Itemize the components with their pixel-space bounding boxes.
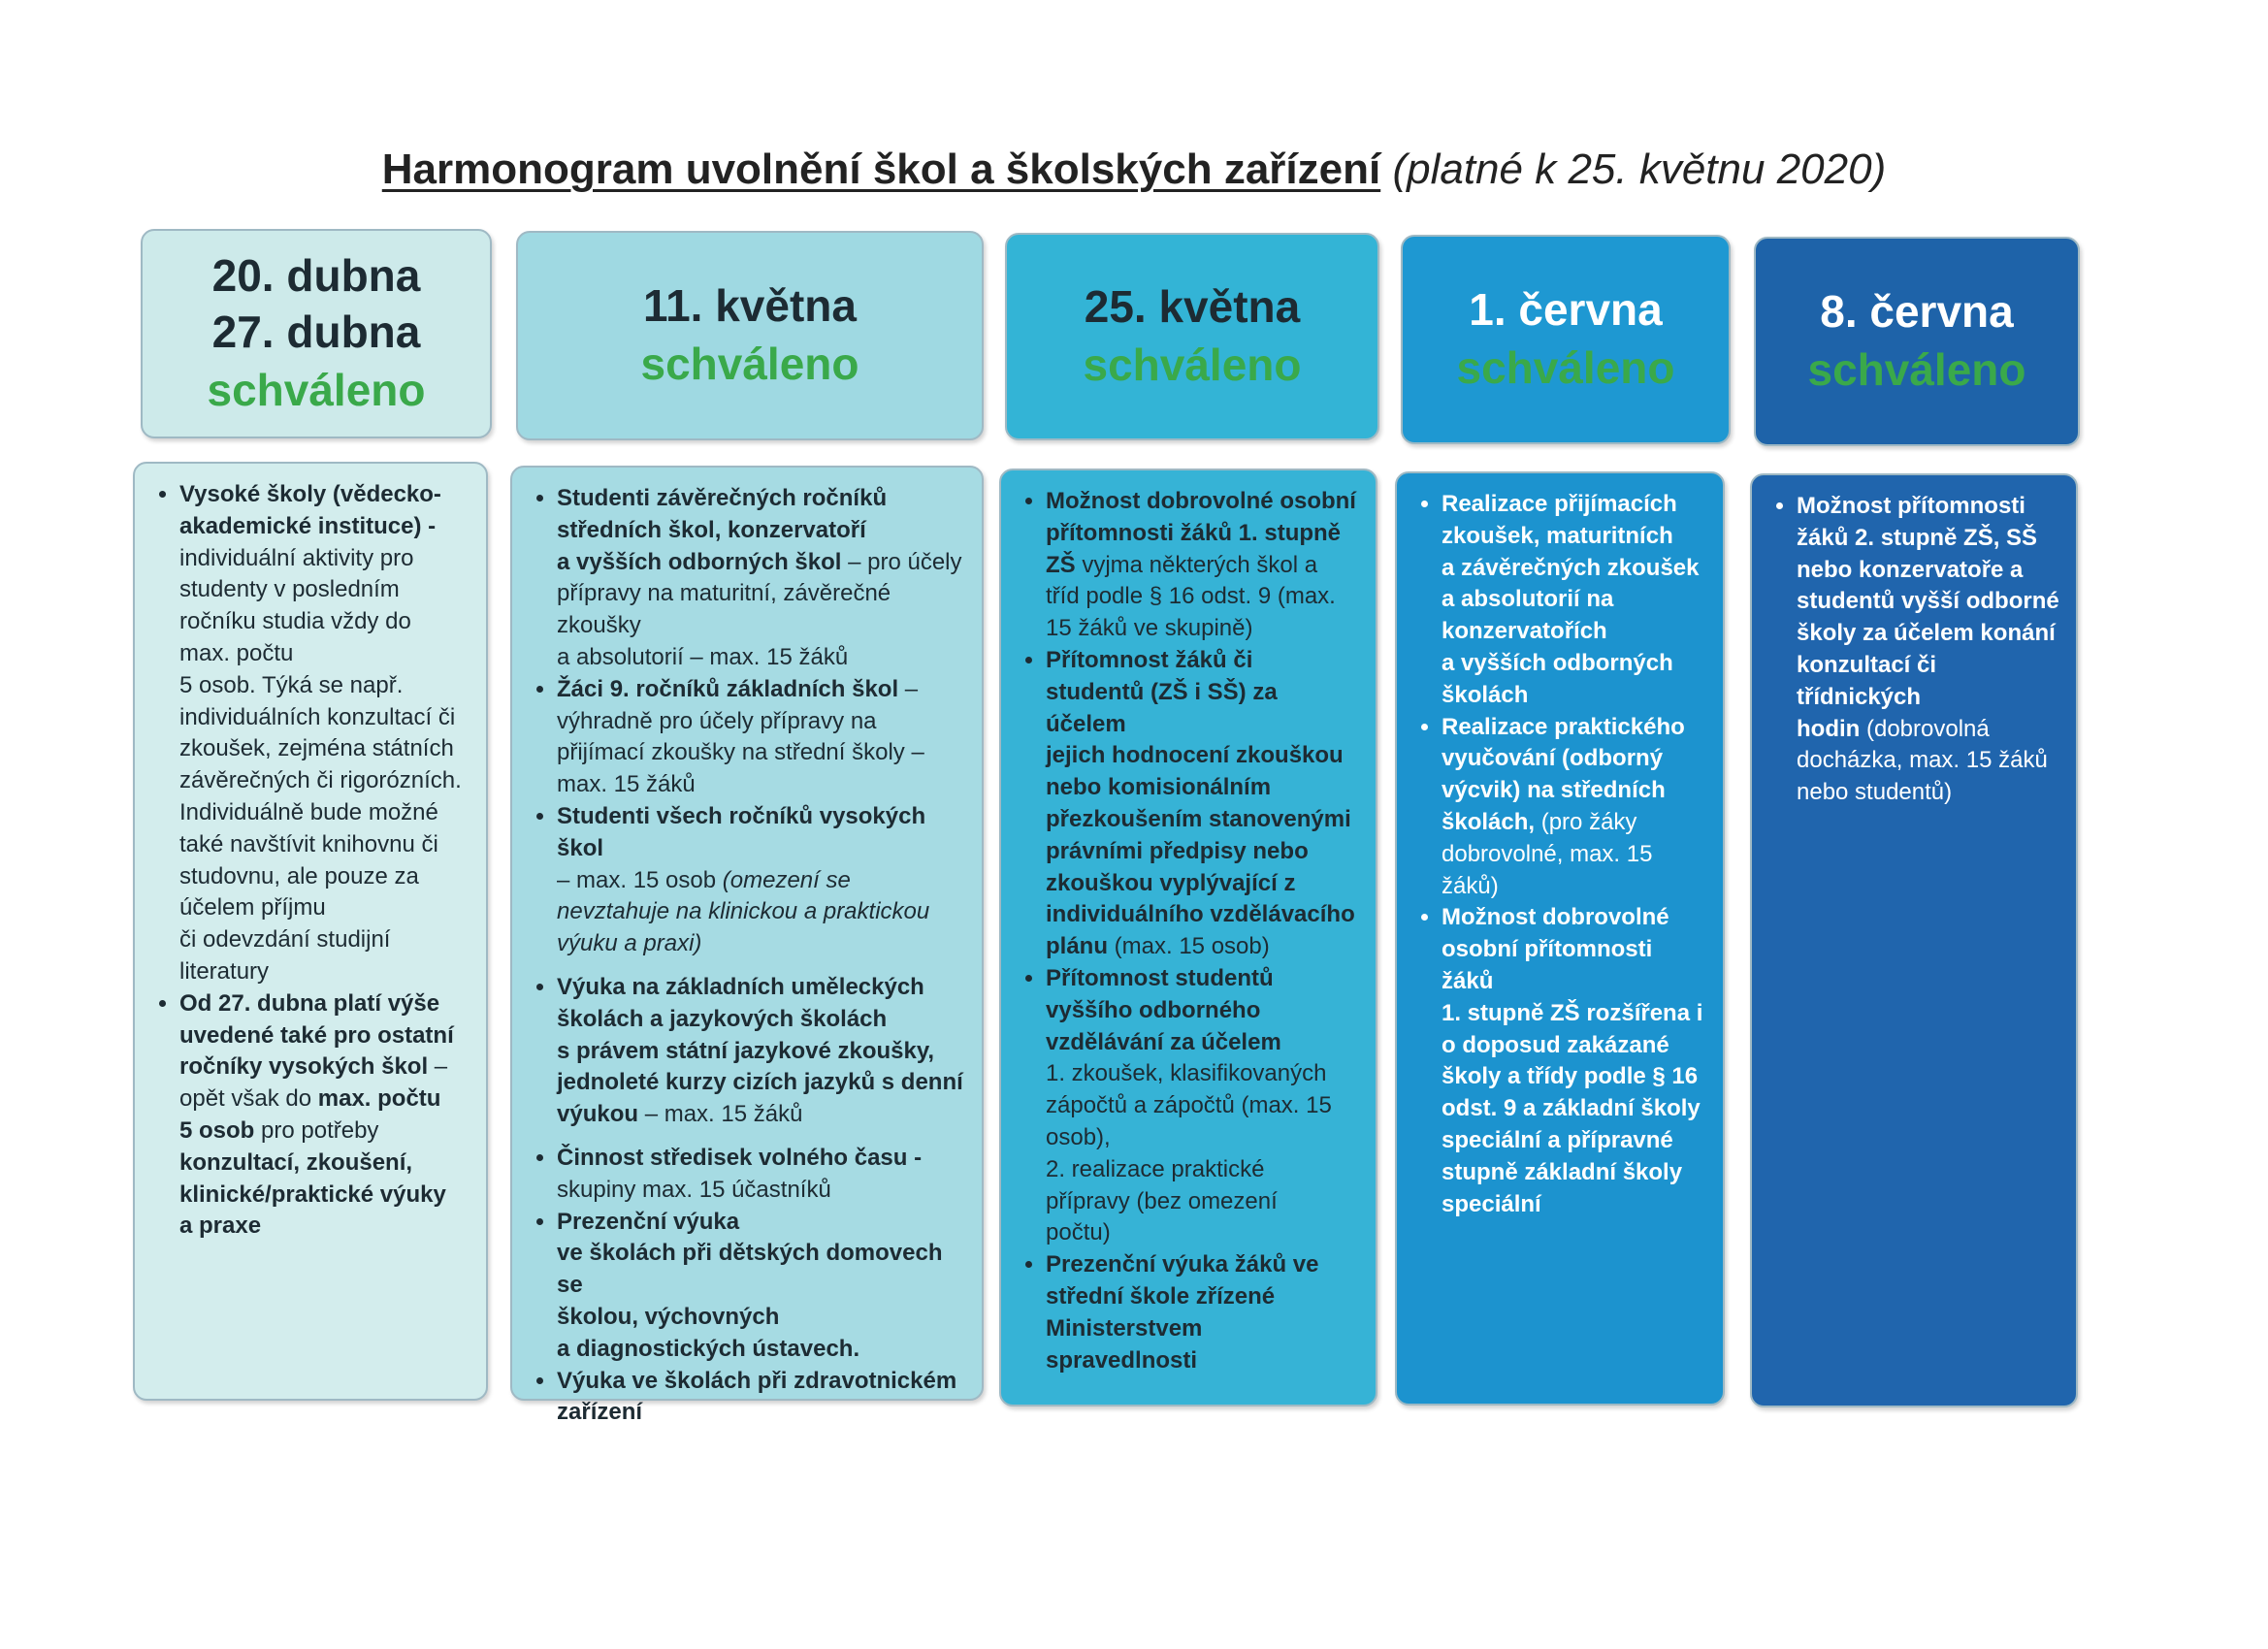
text-run: (max. 15 osob) — [1108, 933, 1270, 960]
bullet-item — [557, 1207, 966, 1366]
bullet-item — [179, 479, 470, 988]
text-run: zkoušky — [557, 612, 641, 639]
text-run: spravedlnosti — [1046, 1346, 1198, 1374]
bullet-item — [1442, 712, 1707, 903]
text-run: Ministerstvem — [1046, 1314, 1203, 1342]
text-run: literatury — [179, 957, 270, 985]
text-run: středních škol, konzervatoří — [557, 516, 866, 543]
text-run: speciální a přípravné — [1442, 1126, 1673, 1153]
text-line — [557, 1397, 966, 1429]
text-run: ročníku studia vždy do — [179, 608, 411, 635]
text-line — [179, 829, 470, 861]
text-line — [557, 610, 966, 642]
text-line — [1442, 680, 1707, 712]
text-line — [1442, 775, 1707, 807]
text-run: konzervatořích — [1442, 618, 1607, 645]
text-run: speciální — [1442, 1190, 1541, 1217]
text-line — [1797, 618, 2060, 650]
column-3-body — [999, 469, 1377, 1406]
text-line — [557, 1207, 966, 1239]
bullet-item — [179, 988, 470, 1243]
text-line — [179, 543, 470, 575]
text-line — [1442, 489, 1707, 521]
column-1-body — [133, 462, 488, 1401]
bullet-item — [557, 483, 966, 674]
text-line — [557, 578, 966, 610]
bullet-list — [1024, 486, 1360, 1376]
text-line — [557, 801, 966, 865]
text-run: – — [428, 1053, 448, 1081]
text-line — [1797, 586, 2060, 618]
text-run: ročníky vysokých škol — [179, 1053, 429, 1081]
text-run: zápočtů a zápočtů (max. 15 — [1046, 1092, 1332, 1119]
bullet-list — [1775, 491, 2060, 809]
text-run: střední škole zřízené — [1046, 1282, 1276, 1310]
text-line — [1046, 486, 1360, 518]
text-line — [1046, 581, 1360, 613]
text-run: hodin — [1797, 715, 1861, 742]
text-run: a absolutorií na — [1442, 586, 1614, 613]
text-run: účelem příjmu — [179, 894, 326, 922]
text-line — [1797, 523, 2060, 555]
text-line — [1442, 998, 1707, 1030]
text-run: a praxe — [179, 1212, 262, 1240]
text-line — [179, 670, 470, 702]
text-run: Možnost dobrovolné osobní — [1046, 488, 1356, 514]
text-run: uvedené také pro ostatní — [179, 1021, 454, 1049]
text-run: 2. realizace praktické — [1046, 1155, 1265, 1182]
text-run: Přítomnost žáků či — [1046, 646, 1253, 673]
column-4-body — [1395, 471, 1725, 1406]
text-run: žáků) — [1442, 872, 1499, 899]
text-run: a absolutorií – max. 15 žáků — [557, 643, 849, 670]
text-run: školách a jazykových školách — [557, 1005, 888, 1032]
text-line — [179, 1020, 470, 1052]
text-line — [1442, 743, 1707, 775]
text-run: školy za účelem konání — [1797, 620, 2056, 647]
text-run: opět však do — [179, 1085, 318, 1113]
text-line — [1797, 555, 2060, 587]
text-line — [179, 956, 470, 988]
column-5-body — [1750, 473, 2078, 1407]
text-run: Možnost přítomnosti — [1797, 493, 2025, 519]
text-run: max. 15 žáků — [557, 771, 696, 798]
title-subtitle: (platné k 25. květnu 2020) — [1392, 146, 1887, 193]
text-line — [179, 1148, 470, 1180]
text-line — [1046, 1090, 1360, 1122]
text-line — [1442, 1189, 1707, 1221]
column-2-body — [510, 466, 984, 1426]
text-run: nebo studentů) — [1797, 779, 1953, 806]
text-run: osobní přítomnosti žáků — [1442, 936, 1653, 994]
text-line — [557, 769, 966, 801]
text-line — [557, 515, 966, 547]
column-3-header — [1005, 233, 1379, 440]
bullet-item — [1442, 489, 1707, 712]
bullet-item — [557, 1366, 966, 1430]
text-line — [557, 928, 966, 960]
text-run: či odevzdání studijní — [179, 926, 391, 954]
text-run: Studenti všech ročníků vysokých škol — [557, 802, 926, 861]
text-run: studentů (ZŠ i SŠ) za účelem — [1046, 678, 1278, 737]
text-run: a závěrečných zkoušek — [1442, 554, 1700, 581]
text-line — [1046, 1186, 1360, 1218]
text-line — [1046, 1281, 1360, 1313]
text-run: zkoušek, maturitních — [1442, 522, 1673, 549]
text-line — [1046, 1154, 1360, 1186]
text-line — [557, 1366, 966, 1398]
text-line — [1442, 521, 1707, 553]
text-line — [1046, 836, 1360, 868]
text-line — [1442, 616, 1707, 648]
text-line — [179, 861, 470, 893]
text-run: Individuálně bude možné — [179, 798, 438, 825]
text-run: max. počtu — [317, 1085, 441, 1113]
text-run: 1. stupně ZŠ rozšířena i — [1442, 999, 1703, 1026]
bullet-item — [1046, 486, 1360, 645]
column-4-date: 1. června — [1469, 284, 1663, 335]
text-line — [1442, 712, 1707, 744]
text-run: vzdělávání za účelem — [1046, 1028, 1281, 1055]
text-line — [1046, 1249, 1360, 1281]
text-line — [1046, 804, 1360, 836]
text-run: klinické/praktické výuky — [179, 1180, 446, 1208]
column-4-header — [1401, 235, 1731, 444]
text-run: a vyšších odborných škol — [557, 548, 842, 575]
text-run: – — [898, 675, 919, 702]
text-line — [179, 733, 470, 765]
text-run: závěrečných či rigorózních. — [179, 767, 462, 794]
text-line — [1797, 714, 2060, 746]
text-run: nebo komisionálním — [1046, 774, 1272, 801]
text-line — [1046, 1313, 1360, 1345]
text-line — [1046, 645, 1360, 677]
text-run: skupiny max. 15 účastníků — [557, 1176, 831, 1203]
column-2-date: 11. května — [643, 280, 857, 331]
text-line — [1046, 1058, 1360, 1090]
text-line — [1442, 807, 1707, 839]
text-line — [557, 737, 966, 769]
text-run: individuální aktivity pro — [179, 544, 414, 571]
bullet-item — [1046, 963, 1360, 1249]
text-run: školách, — [1442, 808, 1536, 835]
text-line — [557, 896, 966, 928]
text-run: 1. zkoušek, klasifikovaných — [1046, 1060, 1327, 1087]
text-line — [179, 797, 470, 829]
text-line — [1046, 613, 1360, 645]
text-line — [179, 1051, 470, 1083]
document-title — [0, 146, 2268, 194]
text-line — [557, 674, 966, 706]
text-line — [1046, 740, 1360, 772]
text-line — [557, 1302, 966, 1334]
text-run: vyjma některých škol a — [1075, 551, 1318, 578]
text-run: a vyšších odborných — [1442, 649, 1673, 676]
text-run: Vysoké školy (vědecko- — [179, 481, 441, 507]
text-run: nebo konzervatoře a — [1797, 556, 2024, 583]
column-2-status: schváleno — [640, 339, 859, 389]
text-line — [1442, 648, 1707, 680]
text-run: s právem státní jazykové zkoušky, — [557, 1037, 935, 1064]
bullet-item — [1442, 902, 1707, 1220]
text-run: individuálního vzdělávacího — [1046, 901, 1355, 928]
text-run: Prezenční výuka žáků ve — [1046, 1251, 1319, 1278]
text-run: Přítomnost studentů — [1046, 964, 1274, 991]
text-run: Činnost středisek volného času - — [557, 1144, 923, 1171]
text-line — [1046, 518, 1360, 550]
text-line — [1442, 1125, 1707, 1157]
text-run: Výuka na základních uměleckých — [557, 973, 924, 1000]
column-1-date-1: 20. dubna — [211, 250, 421, 301]
text-line — [179, 892, 470, 924]
text-line — [557, 483, 966, 515]
text-run: výuku a praxi) — [557, 930, 702, 957]
text-line — [557, 1143, 966, 1175]
text-line — [179, 702, 470, 734]
text-line — [1442, 1157, 1707, 1189]
text-run: jednoleté kurzy cizích jazyků s denní — [557, 1069, 963, 1096]
text-run: konzultací či třídnických — [1797, 651, 1937, 710]
text-line — [179, 511, 470, 543]
text-run: přípravy (bez omezení — [1046, 1187, 1278, 1214]
column-3-date: 25. května — [1084, 281, 1301, 332]
text-line — [1797, 777, 2060, 809]
text-run: konzultací, zkoušení, — [179, 1148, 413, 1176]
bullet-item — [557, 801, 966, 960]
column-4-status: schváleno — [1456, 342, 1675, 393]
text-line — [1442, 902, 1707, 934]
text-run: 5 osob — [179, 1116, 255, 1144]
text-line — [557, 1036, 966, 1068]
text-run: plánu — [1046, 933, 1108, 960]
text-run: přezkoušením stanovenými — [1046, 805, 1351, 832]
text-run: ZŠ — [1046, 551, 1076, 578]
text-line — [179, 765, 470, 797]
text-run: přípravy na maturitní, závěrečné — [557, 580, 891, 607]
text-run: také navštívit knihovnu či — [179, 830, 438, 857]
text-run: přítomnosti žáků 1. stupně — [1046, 519, 1342, 546]
text-run: právními předpisy nebo — [1046, 837, 1309, 864]
text-line — [1046, 1027, 1360, 1059]
text-run: nevztahuje na klinickou a praktickou — [557, 898, 930, 925]
column-5-date: 8. června — [1820, 286, 2014, 337]
bullet-item — [557, 1143, 966, 1207]
text-line — [1046, 995, 1360, 1027]
bullet-item — [1797, 491, 2060, 809]
text-run: školou, výchovných — [557, 1303, 780, 1330]
text-run: Od 27. dubna platí výše — [179, 989, 440, 1017]
text-line — [1046, 931, 1360, 963]
text-run: stupně základní školy — [1442, 1158, 1683, 1185]
text-line — [1046, 550, 1360, 582]
text-run: odst. 9 a základní školy — [1442, 1095, 1701, 1122]
text-run: jejich hodnocení zkouškou — [1046, 742, 1344, 769]
text-line — [179, 638, 470, 670]
title-main: Harmonogram uvolnění škol a školských zařízení — [381, 146, 1381, 193]
text-run: osob), — [1046, 1123, 1111, 1150]
text-run: – pro účely — [841, 548, 962, 575]
text-line — [1046, 772, 1360, 804]
text-line — [179, 1180, 470, 1212]
text-run: o doposud zakázané — [1442, 1031, 1669, 1058]
text-run: zkoušek, zejména státních — [179, 735, 454, 762]
text-run: ve školách při dětských domovech se — [557, 1240, 943, 1299]
bullet-item — [557, 972, 966, 1131]
text-run: vyučování (odborný — [1442, 745, 1664, 772]
column-2-header — [516, 231, 984, 440]
text-run: Výuka ve školách při zdravotnickém — [557, 1367, 957, 1394]
text-run: 15 žáků ve skupině) — [1046, 615, 1253, 642]
text-run: Žáci 9. ročníků základních škol — [557, 675, 899, 702]
text-line — [179, 924, 470, 956]
text-line — [557, 1004, 966, 1036]
text-line — [1046, 899, 1360, 931]
text-run: vyššího odborného — [1046, 996, 1261, 1023]
column-1-header — [141, 229, 492, 438]
text-line — [1442, 1093, 1707, 1125]
text-line — [557, 865, 966, 897]
text-run: – max. 15 žáků — [638, 1101, 803, 1128]
text-line — [179, 574, 470, 606]
text-run: zkouškou vyplývající z — [1046, 869, 1296, 896]
text-run: počtu) — [1046, 1219, 1111, 1246]
text-run: individuálních konzultací či — [179, 703, 456, 730]
bullet-list — [158, 479, 470, 1243]
text-run: tříd podle § 16 odst. 9 (max. — [1046, 583, 1336, 610]
text-line — [557, 1067, 966, 1099]
text-line — [1046, 868, 1360, 900]
text-line — [557, 642, 966, 674]
column-1-date-2: 27. dubna — [211, 307, 421, 357]
text-line — [1442, 1030, 1707, 1062]
text-run: (omezení se — [722, 866, 851, 893]
text-run: pro potřeby — [254, 1116, 379, 1144]
text-run: Prezenční výuka — [557, 1208, 740, 1235]
text-line — [557, 1099, 966, 1131]
bullet-item — [1046, 645, 1360, 963]
text-run: – max. 15 osob — [557, 866, 723, 893]
bullet-list — [535, 483, 966, 1429]
text-line — [1442, 584, 1707, 616]
text-run: Realizace přijímacích — [1442, 491, 1677, 517]
text-run: přijímací zkoušky na střední školy – — [557, 739, 924, 766]
text-line — [557, 972, 966, 1004]
text-line — [179, 1116, 470, 1148]
text-run: studenty v posledním — [179, 576, 400, 603]
text-line — [1046, 1345, 1360, 1377]
text-run: školách — [1442, 681, 1529, 708]
text-line — [1046, 677, 1360, 741]
text-run: Studenti závěrečných ročníků — [557, 485, 888, 511]
text-run: výcvik) na středních — [1442, 777, 1666, 804]
text-run: (dobrovolná — [1860, 715, 1990, 742]
text-line — [1046, 963, 1360, 995]
text-run: (pro žáky — [1535, 808, 1637, 835]
text-line — [1797, 650, 2060, 714]
text-line — [1442, 934, 1707, 998]
bullet-item — [1046, 1249, 1360, 1376]
text-run: Realizace praktického — [1442, 713, 1685, 740]
text-line — [179, 1211, 470, 1243]
text-line — [557, 1175, 966, 1207]
bullet-item — [557, 674, 966, 801]
text-run: dobrovolné, max. 15 — [1442, 840, 1653, 867]
text-run: studovnu, ale pouze za — [179, 862, 419, 889]
text-line — [1442, 553, 1707, 585]
text-line — [179, 1083, 470, 1116]
column-5-status: schváleno — [1807, 344, 2026, 395]
text-line — [179, 988, 470, 1020]
text-run: max. počtu — [179, 639, 294, 666]
text-run: výukou — [557, 1101, 639, 1128]
text-run: výhradně pro účely přípravy na — [557, 707, 877, 734]
text-run: zařízení — [557, 1399, 643, 1426]
text-line — [1442, 839, 1707, 871]
column-5-header — [1754, 237, 2080, 446]
text-line — [557, 706, 966, 738]
text-run: 5 osob. Týká se např. — [179, 671, 404, 698]
text-run: žáků 2. stupně ZŠ, SŠ — [1797, 524, 2038, 551]
text-run: Možnost dobrovolné — [1442, 904, 1669, 931]
bullet-list — [1420, 489, 1707, 1220]
text-run: a diagnostických ústavech. — [557, 1335, 860, 1362]
text-run: studentů vyšší odborné — [1797, 588, 2059, 615]
text-line — [1797, 491, 2060, 523]
text-line — [179, 479, 470, 511]
text-line — [1797, 745, 2060, 777]
text-run: docházka, max. 15 žáků — [1797, 747, 2048, 774]
column-3-status: schváleno — [1083, 340, 1302, 390]
text-line — [557, 547, 966, 579]
text-run: školy a třídy podle § 16 — [1442, 1063, 1699, 1090]
text-line — [1442, 871, 1707, 903]
text-line — [1046, 1217, 1360, 1249]
text-line — [179, 606, 470, 638]
column-1-status: schváleno — [207, 365, 426, 415]
text-line — [557, 1238, 966, 1302]
text-run: akademické instituce) - — [179, 512, 437, 539]
text-line — [557, 1334, 966, 1366]
text-line — [1046, 1122, 1360, 1154]
text-line — [1442, 1061, 1707, 1093]
